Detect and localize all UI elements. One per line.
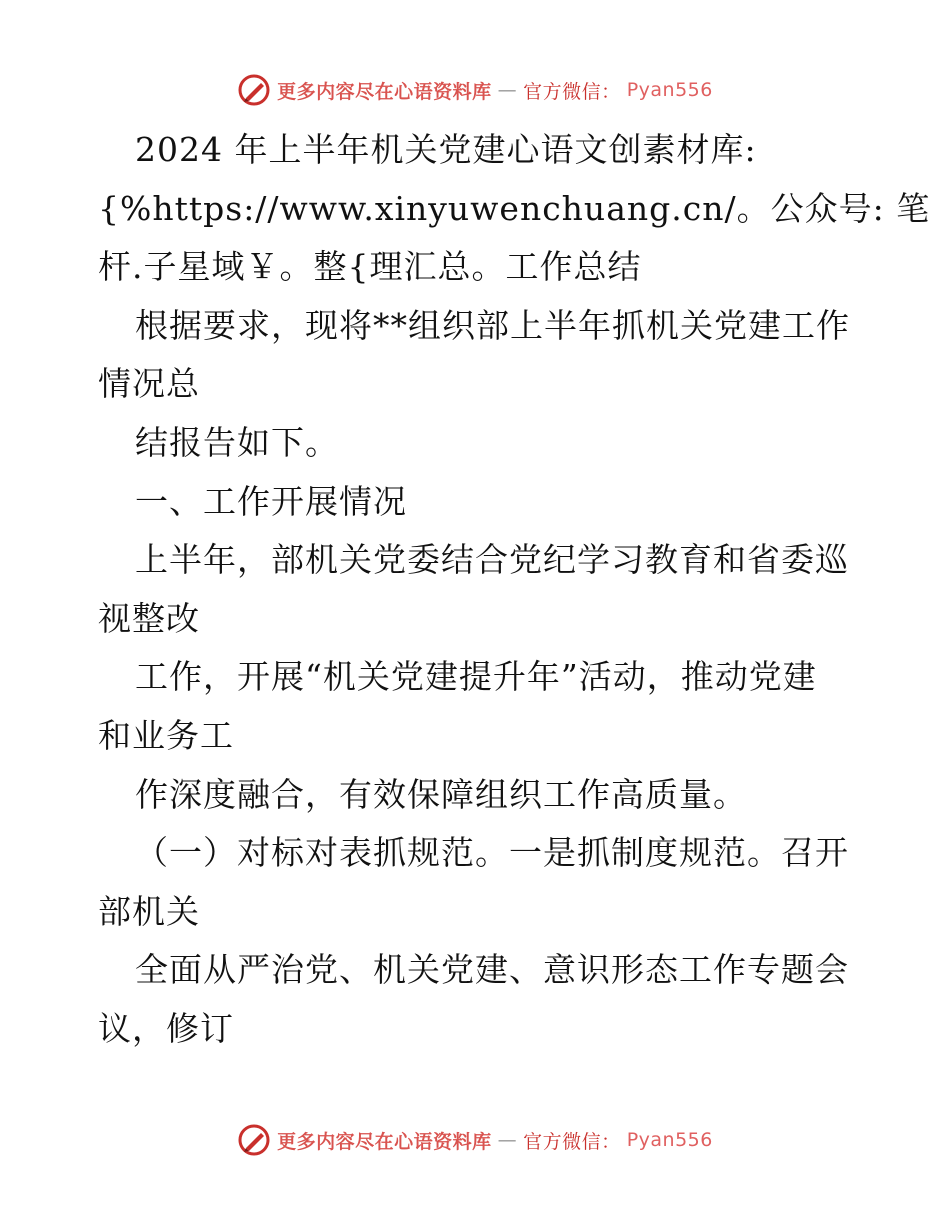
header-banner [0,70,950,110]
banner-dash: — [497,1129,518,1151]
document-body [98,121,931,1059]
footer-banner [0,1120,950,1160]
doc-line: 2024 年上半年机关党建心语文创素材库: [135,130,757,169]
doc-line: 工作，开展“机关党建提升年”活动，推动党建 [135,657,817,697]
doc-line: 议，修订 [98,1008,234,1048]
banner-dash: — [497,79,518,101]
section-heading: 一、工作开展情况 [135,481,407,521]
doc-line: 根据要求，现将**组织部上半年抓机关党建工作 [135,305,850,345]
doc-line: 全面从严治党、机关党建、意识形态工作专题会 [135,950,849,990]
banner-main-text: 更多内容尽在心语资料库 [277,80,492,103]
doc-line: 视整改 [98,598,200,638]
doc-line: 杆.子星域￥。整{理汇总。工作总结 [98,247,642,287]
doc-line: 和业务工 [98,715,234,755]
doc-line: 作深度融合，有效保障组织工作高质量。 [135,774,747,814]
pen-logo-icon [237,1123,271,1157]
banner-main-text: 更多内容尽在心语资料库 [277,1130,492,1153]
banner-wechat-label: 官方微信： [523,1130,621,1153]
doc-line: 部机关 [98,891,200,931]
banner-wechat-id: Pyan556 [626,79,713,101]
doc-line: 情况总 [98,364,200,404]
subsection-heading: （一）对标对表抓规范。一是抓制度规范。召开 [135,833,849,873]
doc-line: {%https://www.xinyuwenchuang.cn/。公众号: 笔 [98,188,931,228]
doc-line: 结报告如下。 [135,422,339,462]
banner-wechat-id: Pyan556 [626,1129,713,1151]
banner-wechat-label: 官方微信： [523,80,621,103]
pen-logo-icon [237,73,271,107]
doc-line: 上半年，部机关党委结合党纪学习教育和省委巡 [135,540,849,580]
